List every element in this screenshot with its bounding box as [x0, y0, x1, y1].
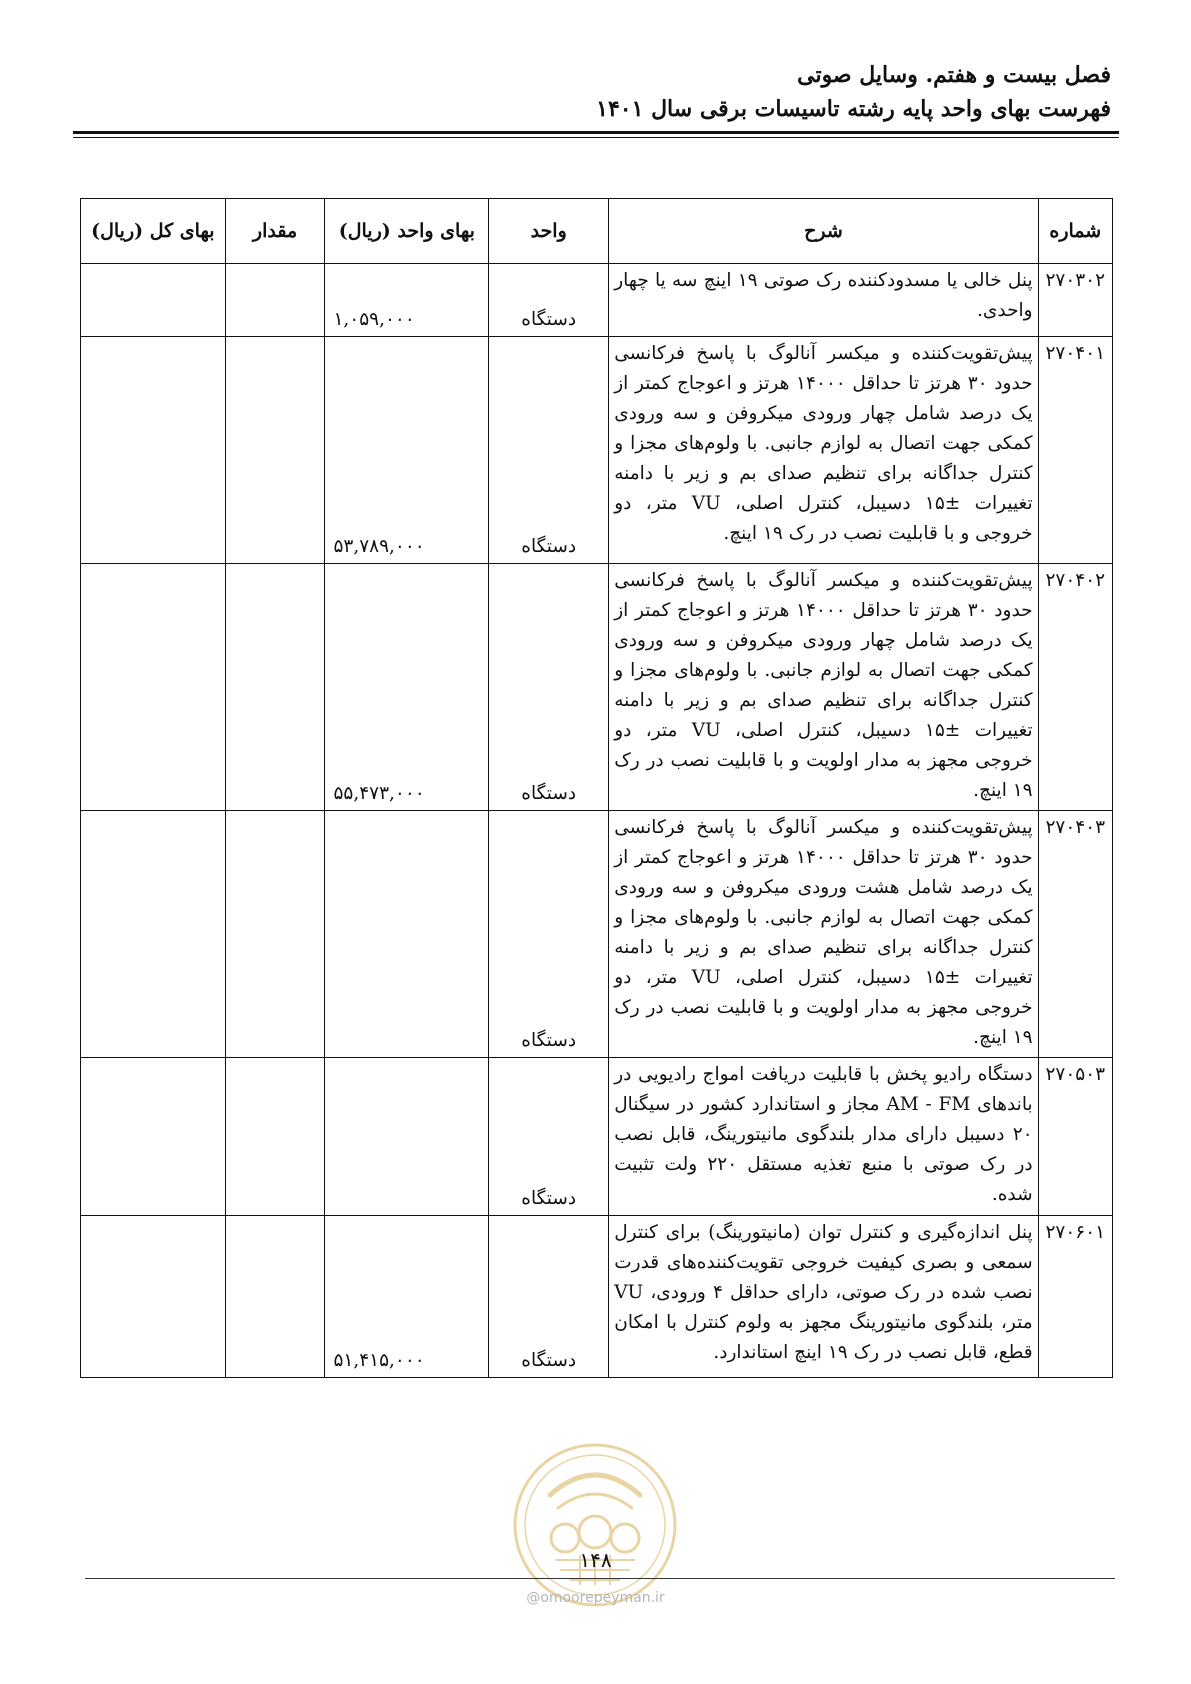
item-unit: دستگاه — [489, 1216, 609, 1378]
table-row — [81, 1058, 1113, 1216]
item-unit: دستگاه — [489, 564, 609, 811]
item-unit-price: ۱,۰۵۹,۰۰۰ — [325, 264, 489, 337]
item-quantity — [225, 811, 325, 1058]
item-unit: دستگاه — [489, 337, 609, 564]
header-unit: واحد — [489, 199, 609, 264]
item-quantity — [225, 1216, 325, 1378]
chapter-title: فصل بیست و هفتم. وسایل صوتی — [797, 62, 1111, 88]
item-unit: دستگاه — [489, 1058, 609, 1216]
item-code: ۲۷۰۶۰۱ — [1038, 1216, 1112, 1378]
table-row — [81, 264, 1113, 337]
item-unit-price: ۵۳,۷۸۹,۰۰۰ — [325, 337, 489, 564]
item-total-price — [81, 1058, 226, 1216]
table-row — [81, 564, 1113, 811]
item-description: پنل خالی یا مسدودکننده رک صوتی ۱۹ اینچ سه یا چهار واحدی. — [609, 264, 1038, 337]
item-quantity — [225, 564, 325, 811]
site-credit: @omoorepeyman.ir — [526, 1590, 665, 1606]
item-unit: دستگاه — [489, 264, 609, 337]
item-unit-price: ۵۱,۴۱۵,۰۰۰ — [325, 1216, 489, 1378]
footer-rule — [85, 1578, 1115, 1579]
item-quantity — [225, 337, 325, 564]
table-row — [81, 811, 1113, 1058]
header-quantity: مقدار — [225, 199, 325, 264]
item-total-price — [81, 811, 226, 1058]
item-unit-price — [325, 811, 489, 1058]
header-description: شرح — [609, 199, 1038, 264]
header-unit-price: بهای واحد (ریال) — [325, 199, 489, 264]
item-total-price — [81, 564, 226, 811]
item-code: ۲۷۰۴۰۱ — [1038, 337, 1112, 564]
header-rule-thick — [73, 131, 1119, 134]
header-code: شماره — [1038, 199, 1112, 264]
price-list-table — [80, 198, 1113, 1378]
item-total-price — [81, 1216, 226, 1378]
item-code: ۲۷۰۴۰۳ — [1038, 811, 1112, 1058]
item-description: دستگاه رادیو پخش با قابلیت دریافت امواج رادیویی در باندهای AM - FM مجاز و استاندارد کشور در سیگنال ۲۰ دسیبل دارای مدار بلندگوی مانیتورینگ، قابل نصب در رک صوتی با منبع تغذیه مستقل ۲۲۰ ولت تثبیت شده. — [609, 1058, 1038, 1216]
item-unit: دستگاه — [489, 811, 609, 1058]
item-total-price — [81, 337, 226, 564]
document-title: فهرست بهای واحد پایه رشته تاسیسات برقی سال ۱۴۰۱ — [596, 96, 1111, 122]
item-quantity — [225, 264, 325, 337]
header-rule-thin — [73, 137, 1119, 138]
item-description: پنل اندازه‌گیری و کنترل توان (مانیتورینگ) برای کنترل سمعی و بصری کیفیت خروجی تقویت‌کننده‌های قدرت نصب شده در رک صوتی، دارای حداقل ۴ ورودی، VU متر، بلندگوی مانیتورینگ مجهز به ولوم کنترل با امکان قطع، قابل نصب در رک ۱۹ اینچ استاندارد. — [609, 1216, 1038, 1378]
table-row — [81, 337, 1113, 564]
item-total-price — [81, 264, 226, 337]
table-row — [81, 1216, 1113, 1378]
item-description: پیش‌تقویت‌کننده و میکسر آنالوگ با پاسخ فرکانسی حدود ۳۰ هرتز تا حداقل ۱۴۰۰۰ هرتز و اعوجاج کمتر از یک درصد شامل هشت ورودی میکروفن و سه ورودی کمکی جهت اتصال به لوازم جانبی. با ولوم‌های مجزا و کنترل جداگانه برای تنظیم صدای بم و زیر با دامنه تغییرات ±۱۵ دسیبل، کنترل اصلی، VU متر، دو خروجی مجهز به مدار اولویت و با قابلیت نصب در رک ۱۹ اینچ. — [609, 811, 1038, 1058]
item-code: ۲۷۰۳۰۲ — [1038, 264, 1112, 337]
table-header-row — [81, 199, 1113, 264]
item-code: ۲۷۰۵۰۳ — [1038, 1058, 1112, 1216]
header-total-price: بهای کل (ریال) — [81, 199, 226, 264]
item-quantity — [225, 1058, 325, 1216]
watermark-logo — [510, 1440, 680, 1610]
item-unit-price: ۵۵,۴۷۳,۰۰۰ — [325, 564, 489, 811]
page-header — [596, 58, 1111, 126]
item-description: پیش‌تقویت‌کننده و میکسر آنالوگ با پاسخ فرکانسی حدود ۳۰ هرتز تا حداقل ۱۴۰۰۰ هرتز و اعوجاج کمتر از یک درصد شامل چهار ورودی میکروفن و سه ورودی کمکی جهت اتصال به لوازم جانبی. با ولوم‌های مجزا و کنترل جداگانه برای تنظیم صدای بم و زیر با دامنه تغییرات ±۱۵ دسیبل، کنترل اصلی، VU متر، دو خروجی و با قابلیت نصب در رک ۱۹ اینچ. — [609, 337, 1038, 564]
item-unit-price — [325, 1058, 489, 1216]
item-description: پیش‌تقویت‌کننده و میکسر آنالوگ با پاسخ فرکانسی حدود ۳۰ هرتز تا حداقل ۱۴۰۰۰ هرتز و اعوجاج کمتر از یک درصد شامل چهار ورودی میکروفن و سه ورودی کمکی جهت اتصال به لوازم جانبی. با ولوم‌های مجزا و کنترل جداگانه برای تنظیم صدای بم و زیر با دامنه تغییرات ±۱۵ دسیبل، کنترل اصلی، VU متر، دو خروجی مجهز به مدار اولویت و با قابلیت نصب در رک ۱۹ اینچ. — [609, 564, 1038, 811]
page-number: ۱۴۸ — [579, 1548, 612, 1572]
item-code: ۲۷۰۴۰۲ — [1038, 564, 1112, 811]
